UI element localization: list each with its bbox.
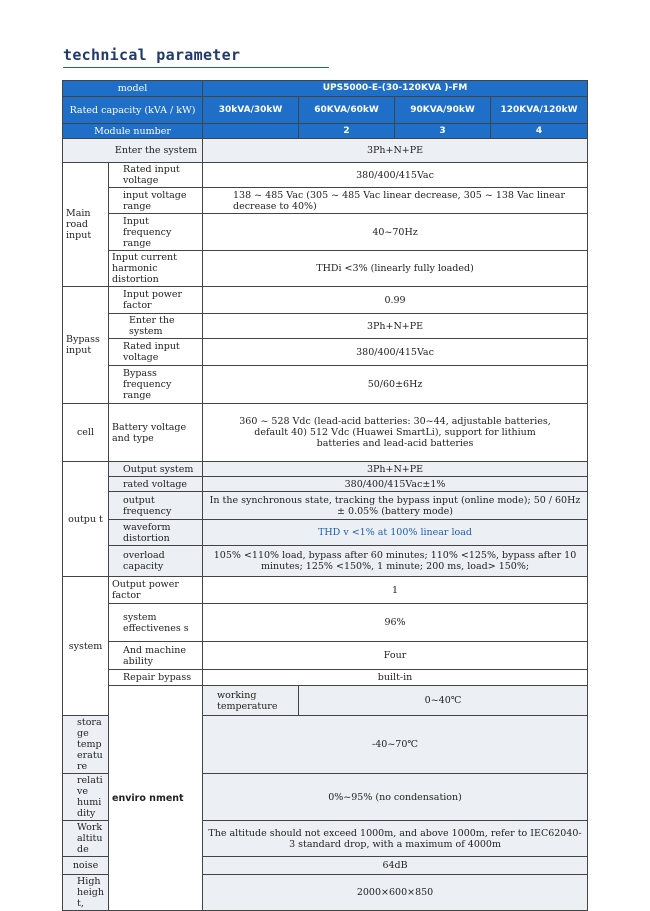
model-value: UPS5000-E-(30-120KVA )-FM	[203, 81, 588, 97]
row-value: 1	[203, 577, 588, 604]
header-row-module	[63, 124, 588, 139]
table-row	[63, 251, 588, 287]
model-label: model	[63, 81, 203, 97]
row-value: 105% <110% load, bypass after 60 minutes; 110% <125%, bypass after 10 minutes; 125% <150%, 1 minute; 200 ms, load> 150%;	[203, 546, 588, 577]
table-row	[63, 477, 588, 492]
table-row	[63, 339, 588, 366]
table-row	[63, 520, 588, 546]
row-label: Enter the system	[63, 139, 203, 163]
row-label: Input power factor	[109, 287, 203, 314]
table-row	[63, 163, 588, 188]
spec-table	[62, 80, 588, 911]
table-row	[63, 670, 588, 686]
header-row-capacity	[63, 97, 588, 124]
module-4: 4	[491, 124, 588, 139]
row-label: overload capacity	[109, 546, 203, 577]
module-3: 3	[395, 124, 491, 139]
row-label: relative humidity	[63, 774, 109, 821]
row-label: Repair bypass	[109, 670, 203, 686]
row-value: 40~70Hz	[203, 214, 588, 251]
row-value: 3Ph+N+PE	[203, 462, 588, 477]
row-label: waveform distortion	[109, 520, 203, 546]
title-underline	[63, 67, 329, 68]
row-value: 380/400/415Vac	[203, 163, 588, 188]
row-value: 380/400/415Vac	[203, 339, 588, 366]
row-value: In the synchronous state, tracking the bypass input (online mode); 50 / 60Hz ± 0.05% (battery mode)	[203, 492, 588, 520]
group-system: system	[63, 577, 109, 716]
row-label: system effectivenes s	[109, 604, 203, 642]
table-row	[63, 546, 588, 577]
row-label: Battery voltage and type	[109, 404, 203, 462]
row-label: And machine ability	[109, 642, 203, 670]
table-row	[63, 188, 588, 214]
module-2: 2	[299, 124, 395, 139]
table-row	[63, 686, 588, 716]
row-value: 50/60±6Hz	[203, 366, 588, 404]
group-output: outpu t	[63, 462, 109, 577]
row-label: output frequency	[109, 492, 203, 520]
module-1	[203, 124, 299, 139]
table-row	[63, 366, 588, 404]
table-row	[63, 314, 588, 339]
table-row	[63, 642, 588, 670]
row-value: 0.99	[203, 287, 588, 314]
table-row	[63, 214, 588, 251]
row-label: Output power factor	[109, 577, 203, 604]
row-value: The altitude should not exceed 1000m, and above 1000m, refer to IEC62040-3 standard drop, with a maximum of 4000m	[203, 821, 588, 857]
capacity-30: 30kVA/30kW	[203, 97, 299, 124]
group-bypass-input: Bypass input	[63, 287, 109, 404]
table-row	[63, 462, 588, 477]
table-row	[63, 577, 588, 604]
row-value: 2000×600×850	[203, 875, 588, 911]
row-value: Four	[203, 642, 588, 670]
row-value: 138 ~ 485 Vac (305 ~ 485 Vac linear decrease, 305 ~ 138 Vac linear decrease to 40%)	[203, 188, 588, 214]
row-value: THDi <3% (linearly fully loaded)	[203, 251, 588, 287]
row-label: High height,	[63, 875, 109, 911]
row-label: Bypass frequency range	[109, 366, 203, 404]
table-row	[63, 604, 588, 642]
table-row	[63, 492, 588, 520]
capacity-90: 90KVA/90kW	[395, 97, 491, 124]
group-environment: enviro nment	[109, 686, 203, 911]
row-label: Input frequency range	[109, 214, 203, 251]
capacity-60: 60KVA/60kW	[299, 97, 395, 124]
module-label: Module number	[63, 124, 203, 139]
table-row	[63, 139, 588, 163]
row-label: storage temperature	[63, 716, 109, 774]
row-label: Rated input voltage	[109, 339, 203, 366]
row-value: 3Ph+N+PE	[203, 139, 588, 163]
row-label: rated voltage	[109, 477, 203, 492]
row-label: noise	[63, 857, 109, 875]
capacity-label: Rated capacity (kVA / kW)	[63, 97, 203, 124]
row-value: 64dB	[203, 857, 588, 875]
row-value: 3Ph+N+PE	[203, 314, 588, 339]
row-value: 96%	[203, 604, 588, 642]
page-title: technical parameter	[63, 46, 241, 64]
table-row	[63, 287, 588, 314]
row-label: input voltage range	[109, 188, 203, 214]
row-label: working temperature	[203, 686, 299, 716]
header-row-model	[63, 81, 588, 97]
table-row	[63, 404, 588, 462]
capacity-120: 120KVA/120kW	[491, 97, 588, 124]
row-value: -40~70℃	[203, 716, 588, 774]
row-value: 0%~95% (no condensation)	[203, 774, 588, 821]
row-value: built-in	[203, 670, 588, 686]
row-label: Output system	[109, 462, 203, 477]
row-label: Input current harmonic distortion	[109, 251, 203, 287]
group-cell: cell	[63, 404, 109, 462]
row-label: Work altitude	[63, 821, 109, 857]
row-value: 0~40℃	[299, 686, 588, 716]
row-label: Enter the system	[109, 314, 203, 339]
row-label: Rated input voltage	[109, 163, 203, 188]
row-value: 360 ~ 528 Vdc (lead-acid batteries: 30~44, adjustable batteries, default 40) 512 Vdc (Huawei SmartLi), support for lithium batteries and lead-acid batteries	[203, 404, 588, 462]
row-value: THD v <1% at 100% linear load	[203, 520, 588, 546]
group-main-input: Main road input	[63, 163, 109, 287]
row-value: 380/400/415Vac±1%	[203, 477, 588, 492]
